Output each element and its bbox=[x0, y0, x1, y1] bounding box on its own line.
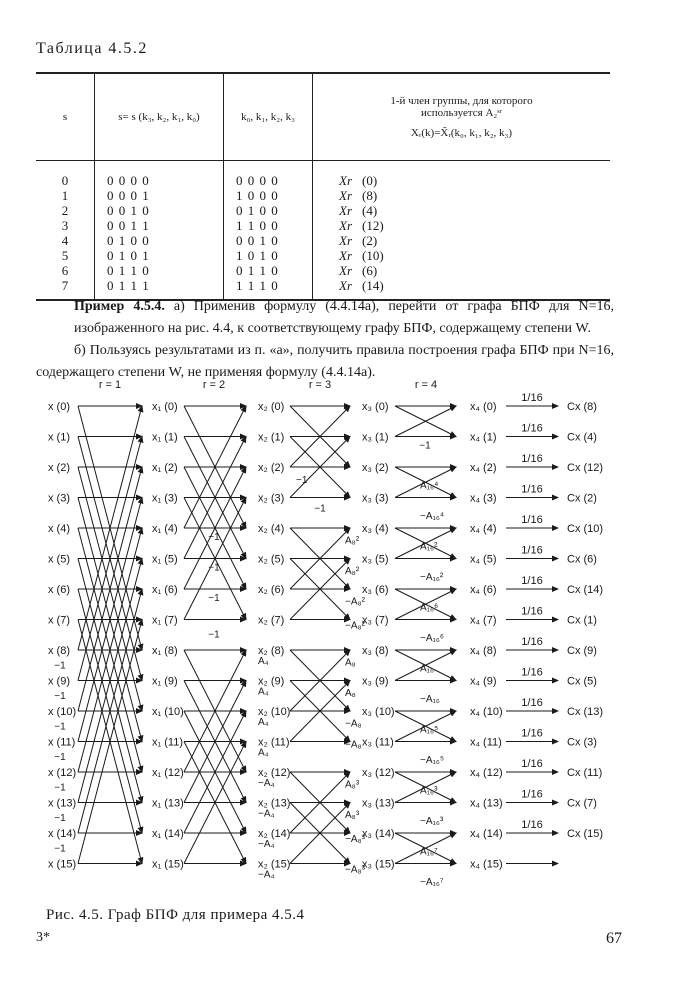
coefficient-label: A₄ bbox=[258, 717, 269, 728]
coefficient-label: −A₄ bbox=[258, 839, 275, 850]
header-member-line2: используется A₂ˢʳ bbox=[420, 107, 502, 119]
node-label: x₂ (14) bbox=[258, 828, 291, 840]
node-label: x₄ (0) bbox=[470, 401, 497, 413]
coefficient-label: A₈³ bbox=[345, 779, 360, 791]
weight-label: 1/16 bbox=[521, 758, 543, 770]
output-label: Cx (9) bbox=[567, 645, 597, 657]
weight-label: 1/16 bbox=[521, 575, 543, 587]
table-cell: 0 0 1 0 bbox=[95, 203, 224, 218]
table-cell: 1 0 0 0 bbox=[224, 188, 313, 203]
node-label: x₂ (5) bbox=[258, 553, 285, 566]
node-label: x₄ (3) bbox=[470, 492, 497, 505]
coefficient-label: −1 bbox=[208, 629, 220, 641]
example-paragraph-a bbox=[74, 296, 614, 340]
node-label: x₂ (2) bbox=[258, 462, 285, 474]
coefficient-label: −A₁₆⁵ bbox=[420, 754, 445, 766]
coefficient-label: A₈² bbox=[345, 565, 360, 577]
coefficient-label: A₁₆⁴ bbox=[420, 480, 439, 492]
table-cell: 0 1 1 0 bbox=[95, 263, 224, 278]
table-cell: 1 bbox=[61, 188, 69, 203]
node-label: x₁ (15) bbox=[152, 858, 184, 871]
coefficient-label: −1 bbox=[419, 440, 431, 452]
node-label: x₃ (6) bbox=[362, 584, 389, 596]
output-label: Cx (11) bbox=[567, 767, 603, 779]
node-label: x₃ (0) bbox=[362, 401, 389, 413]
coefficient-label: −A₈² bbox=[345, 596, 365, 608]
table-cell: 0 0 0 0 bbox=[224, 161, 313, 189]
coefficient-label: −1 bbox=[54, 752, 66, 763]
table-cell: 2 bbox=[61, 203, 69, 218]
header-k-order: k₀, k₁, k₂, k₃ bbox=[224, 73, 313, 161]
node-label: x₁ (8) bbox=[152, 645, 178, 657]
node-label: x₂ (13) bbox=[258, 797, 291, 810]
table-cell: 0 0 0 1 bbox=[95, 188, 224, 203]
node-label: x₄ (11) bbox=[470, 736, 502, 749]
node-label: x₂ (8) bbox=[258, 645, 285, 657]
table-title: Таблица 4.5.2 bbox=[36, 40, 148, 57]
results-table bbox=[36, 72, 610, 301]
table-header-row bbox=[36, 73, 610, 161]
node-label: x₂ (0) bbox=[258, 401, 285, 413]
node-label: x₁ (2) bbox=[152, 462, 178, 474]
header-member bbox=[313, 73, 611, 161]
node-label: x₃ (11) bbox=[362, 736, 394, 749]
node-label: x (0) bbox=[48, 401, 70, 413]
node-label: x₂ (4) bbox=[258, 523, 285, 535]
weight-label: 1/16 bbox=[521, 453, 543, 465]
node-label: x₃ (9) bbox=[362, 675, 389, 688]
node-label: x₃ (12) bbox=[362, 767, 395, 779]
node-label: x₄ (8) bbox=[470, 645, 497, 657]
example-part-a: а) Применив формулу (4.4.14а), перейти от графа БПФ для N=16, изображенного на рис. 4.4, к соответствующему графу БПФ, содержащему степени W. bbox=[74, 299, 614, 336]
output-label: Cx (2) bbox=[567, 492, 597, 505]
node-label: x (5) bbox=[48, 553, 70, 566]
signature-mark: 3* bbox=[36, 930, 50, 945]
stage-label: r = 4 bbox=[414, 379, 438, 391]
table-row bbox=[36, 218, 610, 233]
node-label: x (12) bbox=[48, 767, 77, 779]
header-member-line3: Xᵣ(k)=X̃ᵣ(k₀, k₁, k₂, k₃) bbox=[410, 127, 513, 139]
coefficient-label: −1 bbox=[54, 782, 66, 794]
table-row bbox=[36, 263, 610, 278]
node-label: x₁ (7) bbox=[152, 614, 178, 627]
weight-label: 1/16 bbox=[521, 514, 543, 526]
node-label: x₃ (8) bbox=[362, 645, 389, 657]
output-label: Cx (1) bbox=[567, 614, 597, 627]
weight-label: 1/16 bbox=[521, 819, 543, 831]
coefficient-label: −A₁₆⁴ bbox=[420, 510, 445, 522]
coefficient-label: −A₁₆⁶ bbox=[420, 632, 445, 644]
node-label: x₃ (15) bbox=[362, 858, 395, 871]
page-number: 67 bbox=[606, 930, 622, 947]
coefficient-label: −A₁₆² bbox=[420, 571, 444, 583]
output-label: Cx (5) bbox=[567, 675, 597, 688]
coefficient-label: −A₄ bbox=[258, 808, 275, 820]
table-cell: 5 bbox=[61, 248, 69, 263]
table-cell: Xr (8) bbox=[313, 188, 611, 203]
node-label: x₁ (9) bbox=[152, 675, 178, 688]
node-label: x₁ (1) bbox=[152, 431, 178, 444]
coefficient-label: −A₈ bbox=[345, 739, 362, 751]
node-label: x₁ (12) bbox=[152, 767, 184, 779]
node-label: x₄ (12) bbox=[470, 767, 503, 779]
coefficient-label: −1 bbox=[208, 593, 220, 604]
weight-label: 1/16 bbox=[521, 605, 543, 618]
node-label: x₁ (13) bbox=[152, 797, 184, 810]
coefficient-label: A₁₆ bbox=[420, 663, 435, 675]
table-cell: Xr (0) bbox=[313, 161, 611, 189]
node-label: x₁ (3) bbox=[152, 492, 178, 505]
table-cell: 0 0 1 0 bbox=[224, 233, 313, 248]
coefficient-label: A₈³ bbox=[345, 809, 360, 821]
coefficient-label: A₄ bbox=[258, 656, 269, 667]
coefficient-label: A₁₆⁷ bbox=[420, 846, 438, 858]
table-row bbox=[36, 248, 610, 263]
table-cell: 0 1 0 0 bbox=[224, 203, 313, 218]
node-label: x₂ (1) bbox=[258, 431, 285, 444]
node-label: x₃ (14) bbox=[362, 828, 395, 840]
node-label: x₄ (4) bbox=[470, 523, 497, 535]
output-label: Cx (10) bbox=[567, 523, 604, 535]
coefficient-label: −A₁₆³ bbox=[420, 815, 444, 827]
coefficient-label: −A₈ bbox=[345, 718, 362, 730]
coefficient-label: A₁₆³ bbox=[420, 785, 438, 797]
coefficient-label: A₈ bbox=[345, 687, 356, 699]
node-label: x (2) bbox=[48, 462, 70, 474]
output-label: Cx (7) bbox=[567, 797, 597, 810]
node-label: x₄ (9) bbox=[470, 675, 497, 688]
coefficient-label: −A₁₆ bbox=[420, 693, 440, 705]
node-label: x₁ (11) bbox=[152, 736, 184, 749]
example-part-b: б) Пользуясь результатами из п. «а», получить правила построения графа БПФ при N=16, содержащего степени W, не применяя формулу (4.4.14а). bbox=[36, 343, 614, 380]
stage-label: r = 3 bbox=[308, 379, 332, 391]
table-cell: 0 0 1 1 bbox=[95, 218, 224, 233]
coefficient-label: −1 bbox=[54, 813, 66, 824]
output-label: Cx (12) bbox=[567, 462, 604, 474]
node-label: x₁ (14) bbox=[152, 828, 184, 840]
weight-label: 1/16 bbox=[521, 666, 543, 679]
coefficient-label: −1 bbox=[54, 691, 66, 702]
coefficient-label: −1 bbox=[54, 843, 66, 855]
table-cell: 0 1 1 0 bbox=[224, 263, 313, 278]
coefficient-label: A₁₆² bbox=[420, 541, 438, 553]
node-label: x₄ (5) bbox=[470, 553, 497, 566]
coefficient-label: −A₄ bbox=[258, 778, 275, 789]
coefficient-label: −1 bbox=[208, 562, 220, 574]
table-cell: Xr (14) bbox=[313, 278, 611, 300]
weight-label: 1/16 bbox=[521, 392, 543, 404]
node-label: x₁ (0) bbox=[152, 401, 178, 413]
node-label: x₃ (13) bbox=[362, 797, 395, 810]
table-cell: 0 1 1 1 bbox=[95, 278, 224, 300]
stage-label: r = 1 bbox=[98, 379, 122, 391]
node-label: x (9) bbox=[48, 675, 70, 688]
node-label: x (6) bbox=[48, 584, 70, 596]
node-label: x₂ (15) bbox=[258, 858, 291, 871]
node-label: x₃ (7) bbox=[362, 614, 389, 627]
node-label: x (14) bbox=[48, 828, 77, 840]
weight-label: 1/16 bbox=[521, 544, 543, 557]
output-label: Cx (6) bbox=[567, 553, 597, 566]
table-cell: 0 1 0 1 bbox=[95, 248, 224, 263]
table-cell: Xr (4) bbox=[313, 203, 611, 218]
node-label: x (3) bbox=[48, 492, 70, 505]
coefficient-label: −1 bbox=[296, 475, 308, 486]
table-cell: 1 1 1 0 bbox=[224, 278, 313, 300]
node-label: x (15) bbox=[48, 858, 77, 871]
output-label: Cx (15) bbox=[567, 828, 604, 840]
weight-label: 1/16 bbox=[521, 636, 543, 648]
node-label: x₄ (1) bbox=[470, 431, 497, 444]
coefficient-label: A₈² bbox=[345, 535, 360, 547]
coefficient-label: −A₈² bbox=[345, 620, 365, 632]
node-label: x₁ (5) bbox=[152, 553, 178, 566]
weight-label: 1/16 bbox=[521, 727, 543, 740]
coefficient-label: −1 bbox=[208, 532, 220, 543]
coefficient-label: A₁₆⁵ bbox=[420, 724, 439, 736]
output-label: Cx (3) bbox=[567, 736, 597, 749]
node-label: x₄ (14) bbox=[470, 828, 503, 840]
node-label: x₃ (5) bbox=[362, 553, 389, 566]
node-label: x₄ (10) bbox=[470, 706, 503, 718]
node-label: x₄ (2) bbox=[470, 462, 497, 474]
node-label: x₂ (3) bbox=[258, 492, 285, 505]
example-label: Пример 4.5.4. bbox=[74, 299, 165, 314]
node-label: x₂ (12) bbox=[258, 767, 291, 779]
coefficient-label: A₁₆⁶ bbox=[420, 602, 439, 614]
node-label: x₁ (4) bbox=[152, 523, 178, 535]
node-label: x₂ (7) bbox=[258, 614, 285, 627]
table-cell: 0 0 0 0 bbox=[95, 161, 224, 189]
node-label: x₂ (10) bbox=[258, 706, 291, 718]
coefficient-label: −1 bbox=[314, 503, 326, 515]
table-cell: 6 bbox=[61, 263, 69, 278]
node-label: x₂ (11) bbox=[258, 736, 290, 749]
coefficient-label: A₄ bbox=[258, 686, 269, 698]
node-label: x₃ (1) bbox=[362, 431, 389, 444]
table-row bbox=[36, 203, 610, 218]
output-label: Cx (14) bbox=[567, 584, 604, 596]
node-label: x₂ (6) bbox=[258, 584, 285, 596]
table-cell: 3 bbox=[61, 218, 69, 233]
weight-label: 1/16 bbox=[521, 788, 543, 801]
coefficient-label: −1 bbox=[54, 721, 66, 733]
node-label: x₁ (10) bbox=[152, 706, 184, 718]
node-label: x (7) bbox=[48, 614, 70, 627]
node-label: x (13) bbox=[48, 797, 77, 810]
table-cell: Xr (10) bbox=[313, 248, 611, 263]
table-cell: 1 1 0 0 bbox=[224, 218, 313, 233]
weight-label: 1/16 bbox=[521, 422, 543, 435]
table-row bbox=[36, 188, 610, 203]
node-label: x (4) bbox=[48, 523, 70, 535]
node-label: x₄ (15) bbox=[470, 858, 503, 871]
header-member-line1: 1-й член группы, для которого bbox=[390, 95, 533, 107]
output-label: Cx (4) bbox=[567, 431, 597, 444]
coefficient-label: A₈ bbox=[345, 657, 356, 669]
table-cell: 4 bbox=[61, 233, 69, 248]
coefficient-label: −A₈³ bbox=[345, 834, 365, 846]
table-cell: Xr (2) bbox=[313, 233, 611, 248]
node-label: x (11) bbox=[48, 736, 76, 749]
node-label: x₃ (2) bbox=[362, 462, 389, 474]
table-cell: 7 bbox=[36, 278, 95, 300]
node-label: x₄ (6) bbox=[470, 584, 497, 596]
table-cell: 1 0 1 0 bbox=[224, 248, 313, 263]
coefficient-label: −A₄ bbox=[258, 869, 275, 881]
coefficient-label: −A₈³ bbox=[345, 864, 365, 876]
header-s: s bbox=[36, 73, 95, 161]
node-label: x₄ (13) bbox=[470, 797, 503, 810]
coefficient-label: −1 bbox=[54, 660, 66, 672]
node-label: x₂ (9) bbox=[258, 675, 285, 688]
node-label: x₃ (4) bbox=[362, 523, 389, 535]
header-s-tilde: s= s (k₃, k₂, k₁, k₀) bbox=[95, 73, 224, 161]
table-row bbox=[36, 233, 610, 248]
node-label: x₃ (10) bbox=[362, 706, 395, 718]
table-cell: 0 bbox=[61, 173, 69, 188]
node-label: x (1) bbox=[48, 431, 70, 444]
coefficient-label: A₄ bbox=[258, 747, 269, 759]
node-label: x₁ (6) bbox=[152, 584, 178, 596]
output-label: Cx (8) bbox=[567, 401, 597, 413]
coefficient-label: −A₁₆⁷ bbox=[420, 876, 444, 888]
fft-graph bbox=[0, 376, 681, 906]
table-row bbox=[36, 161, 610, 189]
table-cell: 0 1 0 0 bbox=[95, 233, 224, 248]
table-cell: Xr (12) bbox=[313, 218, 611, 233]
node-label: x₃ (3) bbox=[362, 492, 389, 505]
node-label: x (10) bbox=[48, 706, 77, 718]
stage-label: r = 2 bbox=[202, 379, 226, 391]
weight-label: 1/16 bbox=[521, 483, 543, 496]
output-label: Cx (13) bbox=[567, 706, 604, 718]
node-label: x₄ (7) bbox=[470, 614, 497, 627]
table-cell: Xr (6) bbox=[313, 263, 611, 278]
node-label: x (8) bbox=[48, 645, 70, 657]
figure-caption: Рис. 4.5. Граф БПФ для примера 4.5.4 bbox=[46, 907, 305, 923]
weight-label: 1/16 bbox=[521, 697, 543, 709]
